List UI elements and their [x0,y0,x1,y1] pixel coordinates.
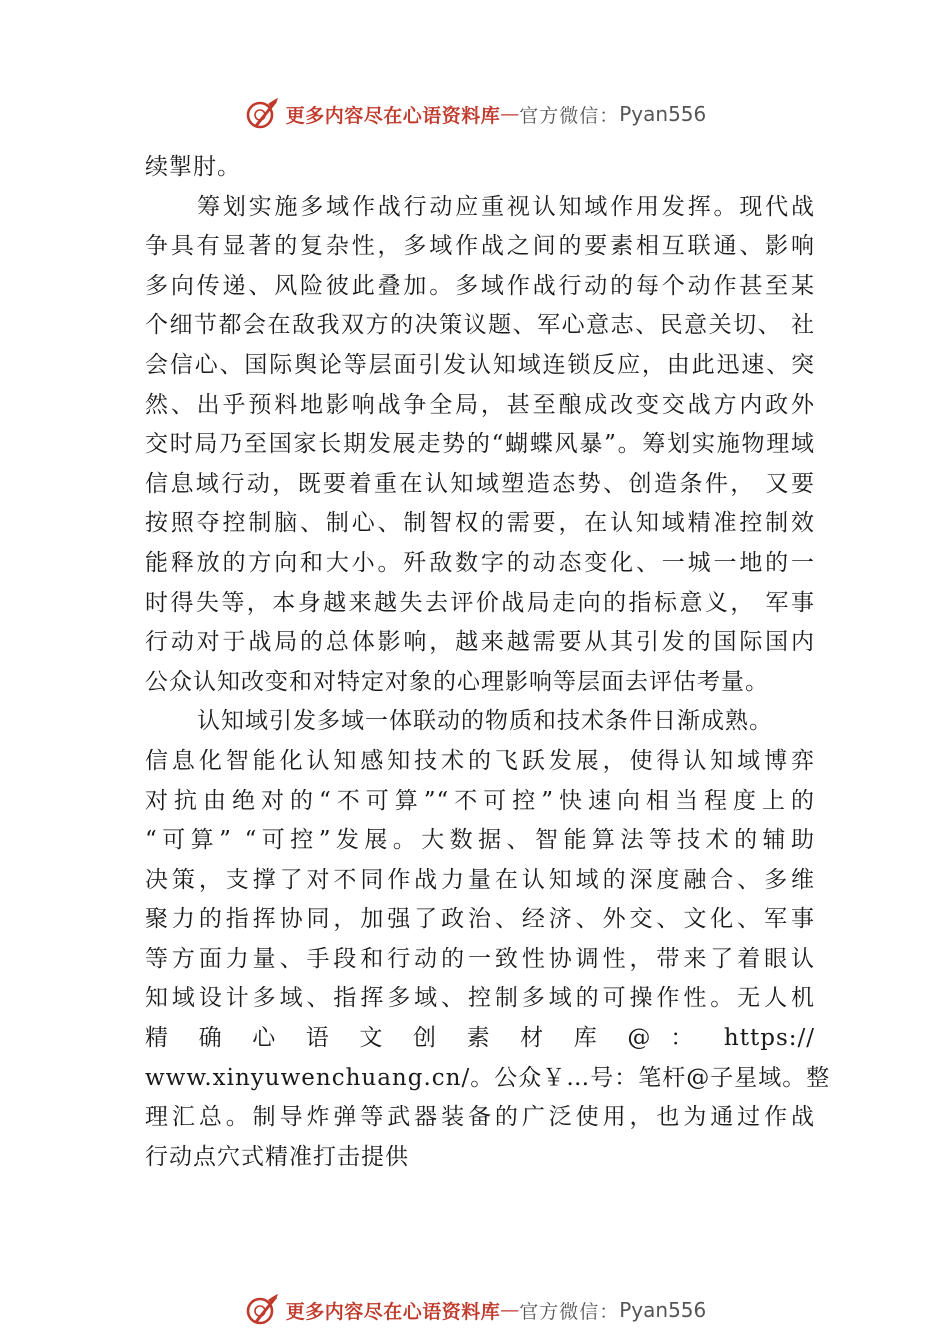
banner-slogan: 更多内容尽在心语资料库 [285,1300,501,1323]
footer-banner [0,1288,950,1332]
text-line: 信息化智能化认知感知技术的飞跃发展，使得认知域博弈 [145,747,815,774]
text-line: 精 确 心 语 文 创 素 材 库 @ ： https:// [145,1025,815,1052]
text-line: 筹划实施多域作战行动应重视认知域作用发挥。现代战 [197,193,815,220]
banner-wechat-id: Pyan556 [619,1298,707,1322]
banner-wechat-label: 官方微信： [519,104,620,127]
banner-slogan: 更多内容尽在心语资料库 [285,104,501,127]
text-line: 能释放的方向和大小。歼敌数字的动态变化、一城一地的一 [145,549,815,576]
text-line: 公众认知改变和对特定对象的心理影响等层面去评估考量。 [145,668,769,695]
text-line: 按照夺控制脑、制心、制智权的需要，在认知域精准控制效 [145,510,815,537]
banner-dash: — [500,1299,520,1321]
text-line: 对抗由绝对的“不可算”“不可控”快速向相当程度上的 [145,787,815,814]
text-line: 聚力的指挥协同，加强了政治、经济、外交、文化、军事 [145,906,815,933]
text-line: 行动点穴式精准打击提供 [145,1143,409,1170]
text-line: 理汇总。制导炸弹等武器装备的广泛使用，也为通过作战 [145,1104,815,1131]
banner-wechat-id: Pyan556 [619,102,707,126]
text-line: “可算” “可控”发展。大数据、智能算法等技术的辅助 [145,827,815,854]
text-line: 行动对于战局的总体影响，越来越需要从其引发的国际国内 [145,629,815,656]
text-line: 知域设计多域、指挥多域、控制多域的可操作性。无人机 [145,985,815,1012]
quill-logo-icon [244,1292,280,1328]
banner-wechat-label: 官方微信： [519,1300,620,1323]
quill-logo-icon [244,96,280,132]
text-line: 信息域行动，既要着重在认知域塑造态势、创造条件， 又要 [145,470,815,497]
text-line: 争具有显著的复杂性，多域作战之间的要素相互联通、影响 [145,233,815,260]
document-body [145,148,831,1177]
text-line: 时得失等，本身越来越失去评价战局走向的指标意义， 军事 [145,589,815,616]
text-line: 个细节都会在敌我双方的决策议题、军心意志、民意关切、 社 [145,312,815,339]
header-banner [0,92,950,136]
text-line: 决策，支撑了对不同作战力量在认知域的深度融合、多维 [145,866,815,893]
text-line: 会信心、国际舆论等层面引发认知域连锁反应，由此迅速、突 [145,351,815,378]
text-line: 交时局乃至国家长期发展走势的“蝴蝶风暴”。筹划实施物理域 [145,431,815,458]
text-line: 认知域引发多域一体联动的物质和技术条件日渐成熟。 [197,708,773,735]
text-line: 多向传递、风险彼此叠加。多域作战行动的每个动作甚至某 [145,272,815,299]
text-line: www.xinyuwenchuang.cn/。公众￥…号：笔杆@子星域。整 [145,1064,831,1091]
text-line: 然、出乎预料地影响战争全局，甚至酿成改变交战方内政外 [145,391,815,418]
text-line: 等方面力量、手段和行动的一致性协调性，带来了着眼认 [145,945,815,972]
banner-dash: — [500,103,520,125]
text-line: 续掣肘。 [145,154,241,180]
